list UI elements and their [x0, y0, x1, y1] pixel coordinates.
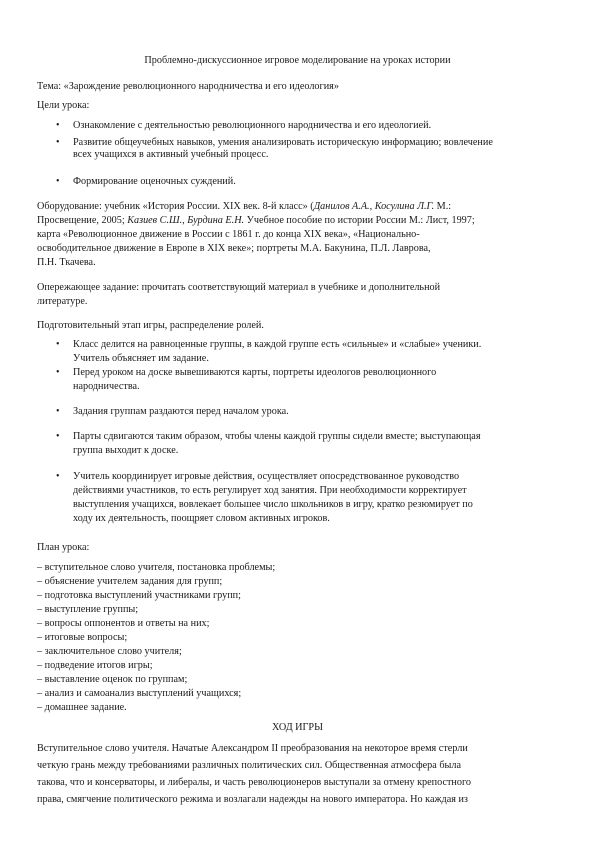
- equipment-line: П.Н. Ткачева.: [37, 257, 96, 268]
- prep-item-continued: ходу их деятельность, поощряет словом активных игроков.: [73, 513, 330, 524]
- prep-item: Парты сдвигаются таким образом, чтобы члены каждой группы сидели вместе; выступающая: [73, 431, 481, 442]
- plan-item: – подведение итогов игры;: [37, 660, 153, 671]
- body-paragraph-line: такова, что и консерваторы, и либералы, и часть революционеров выступали за отмену крепостного: [37, 777, 471, 788]
- plan-item: – вступительное слово учителя, постановка проблемы;: [37, 562, 276, 573]
- lesson-topic: Тема: «Зарождение революционного народничества и его идеология»: [37, 81, 339, 92]
- manual-authors: Казиев С.Ш., Бурдина Е.Н.: [127, 215, 245, 226]
- goals-heading: Цели урока:: [37, 100, 90, 111]
- prep-item-continued: Учитель объясняет им задание.: [73, 353, 209, 364]
- prep-item: Класс делится на равноценные группы, в каждой группе есть «сильные» и «слабые» ученики.: [73, 339, 482, 350]
- equipment-line: Просвещение, 2005; Казиев С.Ш., Бурдина Е.Н. Учебное пособие по истории России М.: Лист, 1997;: [37, 215, 475, 226]
- bullet-icon: •: [56, 137, 60, 148]
- equipment-line: освободительное движение в Европе в XIX веке»; портреты М.А. Бакунина, П.Л. Лаврова,: [37, 243, 431, 254]
- goal-item: Формирование оценочных суждений.: [73, 176, 236, 187]
- bullet-icon: •: [56, 431, 60, 442]
- prep-item-continued: народничества.: [73, 381, 140, 392]
- prep-item-continued: действиями участников, то есть регулирует ход занятия. При необходимости корректирует: [73, 485, 467, 496]
- equipment-line: Оборудование: учебник «История России. XIX век. 8-й класс» (Данилов А.А., Косулина Л.Г. М.:: [37, 201, 452, 212]
- plan-item: – заключительное слово учителя;: [37, 646, 182, 657]
- plan-item: – выставление оценок по группам;: [37, 674, 188, 685]
- bullet-icon: •: [56, 406, 60, 417]
- plan-item: – подготовка выступлений участниками групп;: [37, 590, 241, 601]
- prep-item: Учитель координирует игровые действия, осуществляет опосредствованное руководство: [73, 471, 460, 482]
- equipment-line: карта «Революционное движение в России с 1861 г. до конца XIX века», «Национально-: [37, 229, 420, 240]
- bullet-icon: •: [56, 471, 60, 482]
- plan-item: – вопросы оппонентов и ответы на них;: [37, 618, 210, 629]
- body-paragraph-line: Вступительное слово учителя. Начатые Александром II преобразования на некоторое время стерли: [37, 743, 468, 754]
- document-title: Проблемно-дискуссионное игровое моделирование на уроках истории: [144, 55, 451, 66]
- goal-item: Развитие общеучебных навыков, умения анализировать историческую информацию; вовлечение: [73, 137, 493, 148]
- body-paragraph-line: права, смягчение политического режима и возлагали надежды на нового императора. Но каждая из: [37, 794, 468, 805]
- textbook-authors: Данилов А.А., Косулина Л.Г.: [313, 201, 435, 212]
- goal-item: Ознакомление с деятельностью революционного народничества и его идеологией.: [73, 120, 432, 131]
- plan-heading: План урока:: [37, 542, 90, 553]
- body-paragraph-line: четкую грань между требованиями различных политических сил. Общественная атмосфера была: [37, 760, 461, 771]
- prep-item: Задания группам раздаются перед началом урока.: [73, 406, 289, 417]
- plan-item: – выступление группы;: [37, 604, 139, 615]
- bullet-icon: •: [56, 367, 60, 378]
- section-heading: ХОД ИГРЫ: [272, 722, 323, 733]
- advance-task-line: литературе.: [37, 296, 88, 307]
- plan-item: – анализ и самоанализ выступлений учащихся;: [37, 688, 242, 699]
- prep-item-continued: группа выходит к доске.: [73, 445, 179, 456]
- prep-item-continued: выступления учащихся, вовлекает большее число школьников в игру, кратко резюмирует по: [73, 499, 473, 510]
- prep-item: Перед уроком на доске вывешиваются карты, портреты идеологов революционного: [73, 367, 437, 378]
- goal-item-continued: всех учащихся в активный учебный процесс.: [73, 149, 269, 160]
- plan-item: – домашнее задание.: [37, 702, 127, 713]
- bullet-icon: •: [56, 339, 60, 350]
- bullet-icon: •: [56, 120, 60, 131]
- plan-item: – итоговые вопросы;: [37, 632, 128, 643]
- advance-task-line: Опережающее задание: прочитать соответствующий материал в учебнике и дополнительной: [37, 282, 441, 293]
- plan-item: – объяснение учителем задания для групп;: [37, 576, 223, 587]
- prep-heading: Подготовительный этап игры, распределение ролей.: [37, 320, 264, 331]
- bullet-icon: •: [56, 176, 60, 187]
